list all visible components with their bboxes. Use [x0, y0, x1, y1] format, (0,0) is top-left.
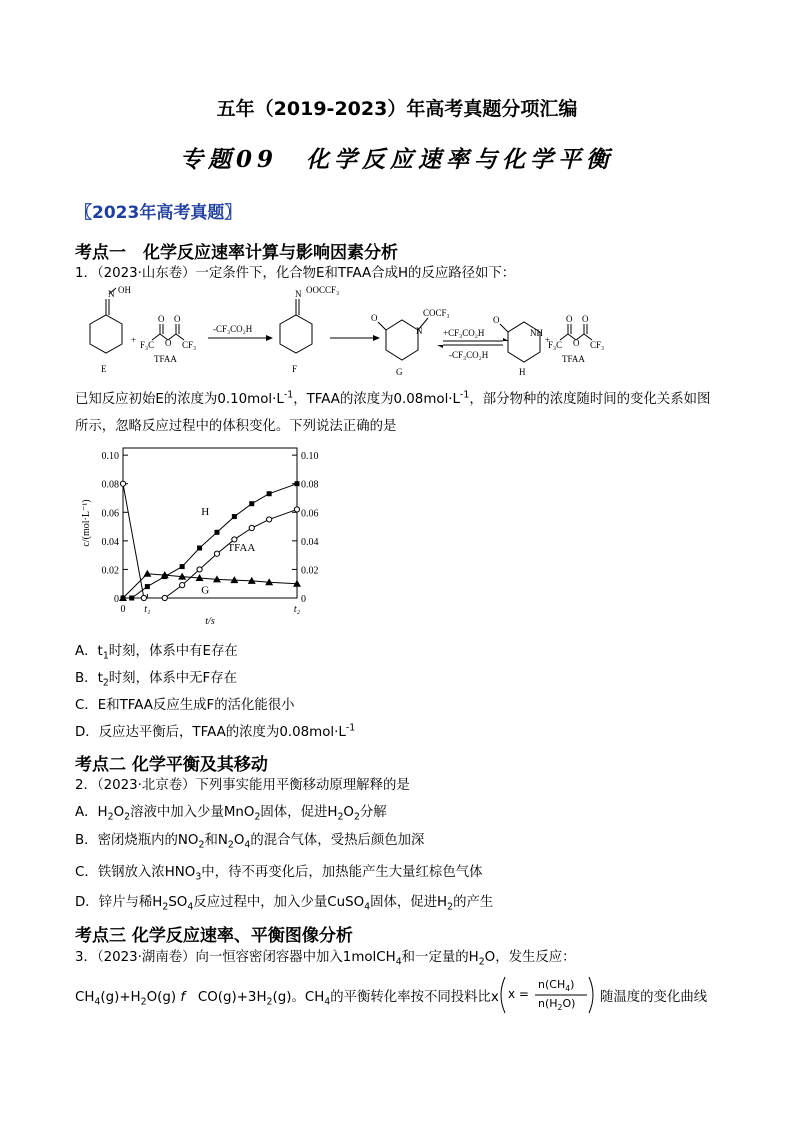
h-o: O: [493, 315, 500, 325]
data-point-h: [267, 491, 272, 496]
q2-option-b-text: O: [233, 833, 245, 848]
tfaa2-o2: O: [573, 338, 580, 348]
q1-option-d-pre: D．反应达平衡后，TFAA的浓度为0.08mol·L: [75, 725, 346, 740]
g-sub: COCF₃: [423, 308, 450, 318]
kaodian-3-heading: 考点三 化学反应速率、平衡图像分析: [75, 926, 353, 946]
q2-option-a[interactable]: [75, 801, 387, 823]
data-point-tfaa: [249, 525, 254, 530]
e-n-label: N: [108, 289, 115, 299]
q1-option-b-pre: B．t: [75, 671, 103, 686]
q3-eq-left: CH: [75, 990, 95, 1005]
q2-option-d-text: D．锌片与稀H: [75, 895, 163, 910]
q1-option-b[interactable]: [75, 667, 237, 689]
x-tick-label: t₂: [293, 604, 301, 615]
series-label-tfaa: TFAA: [227, 541, 256, 554]
tfaa2-o1: O: [566, 314, 573, 324]
question-3-equation: [75, 986, 499, 1008]
f-n-label: N: [295, 289, 302, 299]
tfaa-label: TFAA: [154, 354, 177, 364]
q2-option-a-text: 分解: [359, 805, 387, 820]
q2-option-d[interactable]: [75, 891, 493, 913]
q3-eq-text: 。CH: [291, 990, 325, 1005]
q2-option-d-sub: 4: [364, 901, 371, 913]
h-label: H: [519, 367, 526, 377]
data-point-h: [295, 481, 300, 486]
x-tick-label: 0: [120, 604, 126, 615]
q2-option-b-text: B．密闭烧瓶内的NO: [75, 833, 199, 848]
q2-option-a-text: O: [343, 805, 354, 820]
q3-stem-pre: 3．（2023·湖南卷）向一恒容密闭容器中加入: [75, 950, 343, 965]
f-sub: OOCCF₃: [306, 285, 340, 295]
tfaa-o1: O: [158, 314, 165, 324]
q2-option-c-text: C．铁钢放入浓HNO: [75, 865, 196, 880]
q3-frac-num-text: n(CH: [538, 978, 566, 991]
q3-stem-h2o: H: [468, 950, 479, 965]
q1-option-d-sup: -1: [345, 722, 356, 734]
data-point-tfaa: [162, 595, 167, 600]
tfaa2-label: TFAA: [562, 354, 585, 364]
q3-frac-den-sub: 2: [557, 1003, 563, 1013]
tfaa-o2: O: [165, 338, 172, 348]
y-tick-label-left: 0.06: [101, 508, 119, 520]
q1-text-a-sup: -1: [283, 389, 294, 401]
q3-frac-x: x =: [508, 987, 529, 1001]
h-nh: NH: [530, 328, 543, 338]
q1-text-b: ，TFAA的浓度为0.08mol·L: [293, 392, 461, 407]
g-n: N: [416, 326, 423, 336]
q2-option-a-sub: 2: [337, 811, 344, 823]
kaodian-1-heading: 考点一 化学反应速率计算与影响因素分析: [75, 243, 398, 263]
q3-tail: 随温度的变化曲线: [600, 990, 708, 1005]
q3-stem-mol: 1molCH: [342, 950, 396, 965]
ring-f: [280, 315, 312, 353]
series-line-h: [123, 484, 297, 598]
q3-frac-den: [538, 997, 575, 1012]
q2-option-b-text: 的混合气体，受热后颜色加深: [250, 833, 425, 848]
q2-option-a-text: A．H: [75, 805, 108, 820]
y-tick-label-right: 0.06: [301, 508, 319, 520]
x-tick-label: t₁: [144, 604, 151, 615]
q2-option-a-text: O: [113, 805, 125, 820]
question-1-text-line2: 所示，忽略反应过程中的体积变化。下列说法正确的是: [75, 419, 397, 434]
q1-option-a-post: 时刻，体系中有E存在: [108, 644, 238, 659]
y-axis-label: c/(mol·L⁻¹): [81, 499, 92, 547]
kaodian-2-heading: 考点二 化学平衡及其移动: [75, 755, 268, 775]
q3-eq-f: f: [180, 990, 186, 1005]
y-tick-label-right: 0: [301, 594, 306, 605]
data-point-h: [197, 546, 202, 551]
concentration-chart: [75, 440, 345, 630]
series-label-h: H: [201, 506, 210, 519]
q1-option-b-post: 时刻，体系中无F存在: [108, 671, 238, 686]
q3-stem-post: ，发生反应：: [495, 950, 576, 965]
page-subtitle: 专题09 化学反应速率与化学平衡: [179, 146, 614, 173]
q2-option-b-text: 和N: [204, 833, 228, 848]
x-axis-label: t/s: [205, 616, 215, 627]
q1-text-c: ，部分物种的浓度随时间的变化关系如图: [469, 392, 711, 407]
arrow1-label: -CF₃CO₂H: [213, 324, 253, 334]
q3-eq-left2: (g)+H: [100, 990, 141, 1005]
q2-option-c-sub: 3: [195, 871, 202, 883]
q2-option-b[interactable]: [75, 829, 424, 851]
q3-frac-num-sub: 4: [565, 984, 571, 994]
q1-option-d[interactable]: [75, 721, 355, 740]
data-point-tfaa: [180, 583, 185, 588]
q2-option-a-sub: 2: [107, 811, 114, 823]
q3-eq-right2: (g): [272, 990, 292, 1005]
q3-stem-h2o-o: O: [484, 950, 496, 965]
tfaa2-left: F₃C: [548, 340, 563, 350]
q3-eq-left3: O(g): [146, 990, 177, 1005]
q1-option-a-sub: 1: [102, 650, 109, 662]
g-o: O: [371, 313, 378, 323]
q2-option-d-sub: 2: [162, 901, 169, 913]
ring-e: [90, 315, 122, 353]
question-1-stem: 1．（2023·山东卷）一定条件下，化合物E和TFAA合成H的反应路径如下：: [75, 266, 516, 281]
q2-option-a-sub: 2: [124, 811, 131, 823]
q3-stem-h2o-sub: 2: [478, 956, 485, 968]
y-tick-label-left: 0.04: [101, 536, 119, 548]
question-1-text-line1: [75, 388, 710, 407]
y-tick-label-right: 0.08: [301, 479, 319, 491]
q2-option-c-text: 中，待不再变化后，加热能产生大量红棕色气体: [201, 865, 483, 880]
q3-eq-left-sub: 4: [94, 996, 101, 1008]
data-point-h: [249, 501, 254, 506]
q2-option-d-sub: 2: [447, 901, 454, 913]
q1-option-a[interactable]: [75, 640, 238, 662]
q1-option-b-sub: 2: [102, 677, 109, 689]
q2-option-d-text: SO: [168, 895, 188, 910]
data-point-g: [143, 570, 151, 577]
q2-option-d-text: 的产生: [453, 895, 494, 910]
q2-option-c[interactable]: [75, 861, 483, 883]
data-point-tfaa: [197, 567, 202, 572]
q3-ratio-fraction: [497, 975, 597, 1015]
page-title: 五年（2019-2023）年高考真题分项汇编: [216, 98, 578, 120]
data-point-h: [232, 514, 237, 519]
tfaa2-o3: O: [582, 314, 589, 324]
e-oh-label: OH: [118, 285, 131, 295]
q2-option-b-sub: 4: [244, 839, 251, 851]
data-point-tfaa: [120, 481, 125, 486]
q3-stem-mol-sub: 4: [395, 956, 402, 968]
data-point-tfaa: [267, 517, 272, 522]
q2-option-a-sub: 2: [353, 811, 360, 823]
q3-eq-text-sub: 4: [324, 996, 331, 1008]
data-point-h: [145, 584, 150, 589]
q3-frac-num-close: ): [570, 978, 575, 991]
q3-frac-den-close: O): [562, 997, 576, 1010]
q2-option-a-text: 溶液中加入少量MnO: [130, 805, 255, 820]
q3-eq-right: CO(g)+3H: [197, 990, 267, 1005]
data-point-tfaa: [214, 551, 219, 556]
q3-stem-mid: 和一定量的: [401, 950, 469, 965]
q3-frac-num: [538, 978, 574, 993]
q1-text-b-sup: -1: [460, 389, 470, 401]
eq-top-label: +CF₃CO₂H: [443, 328, 485, 338]
q2-option-d-text: 反应过程中，加入少量CuSO: [193, 895, 365, 910]
y-tick-label-left: 0: [114, 594, 119, 605]
q3-eq-text2: 的平衡转化率按不同投料比x: [330, 990, 499, 1005]
data-point-h: [180, 564, 185, 569]
y-tick-label-left: 0.08: [101, 479, 119, 491]
y-tick-label-left: 0.02: [101, 565, 119, 577]
tfaa-right: CF₃: [182, 340, 197, 350]
q1-option-a-pre: A．t: [75, 644, 103, 659]
y-tick-label-right: 0.10: [301, 451, 319, 463]
series-label-g: G: [201, 584, 210, 597]
tfaa-left: F₃C: [140, 340, 155, 350]
plus-1: +: [131, 335, 137, 345]
y-tick-label-right: 0.02: [301, 565, 319, 577]
f-label: F: [292, 364, 298, 374]
q1-option-c[interactable]: C．E和TFAA反应生成F的活化能很小: [75, 698, 295, 713]
question-2-stem: 2．（2023·北京卷）下列事实能用平衡移动原理解释的是: [75, 778, 410, 793]
plus-2: +: [545, 335, 551, 345]
q2-option-b-sub: 2: [198, 839, 205, 851]
data-point-h: [214, 530, 219, 535]
q3-eq-left2-sub: 2: [140, 996, 147, 1008]
reaction-scheme: [68, 282, 668, 382]
ring-g: [386, 320, 418, 360]
data-point-tfaa: [294, 507, 299, 512]
e-label: E: [101, 364, 107, 374]
q2-option-a-sub: 2: [254, 811, 261, 823]
question-3-stem: [75, 946, 576, 968]
tfaa-o3: O: [174, 314, 181, 324]
section-heading: 〖2023年高考真题〗: [75, 203, 242, 223]
data-point-h: [129, 596, 134, 601]
q3-eq-right-sub: 2: [266, 996, 273, 1008]
tfaa2-right: CF₃: [590, 340, 605, 350]
eq-bottom-label: -CF₃CO₂H: [449, 350, 489, 360]
q2-option-d-sub: 4: [187, 901, 194, 913]
series-line-tfaa: [123, 484, 297, 598]
q2-option-b-sub: 2: [227, 839, 234, 851]
q3-frac-den-text: n(H: [538, 997, 558, 1010]
y-tick-label-left: 0.10: [101, 451, 119, 463]
q2-option-a-text: 固体，促进H: [260, 805, 338, 820]
data-point-tfaa: [141, 595, 146, 600]
g-label: G: [396, 367, 403, 377]
y-tick-label-right: 0.04: [301, 536, 319, 548]
q2-option-d-text: 固体，促进H: [370, 895, 448, 910]
q1-text-a: 已知反应初始E的浓度为0.10mol·L: [75, 392, 284, 407]
